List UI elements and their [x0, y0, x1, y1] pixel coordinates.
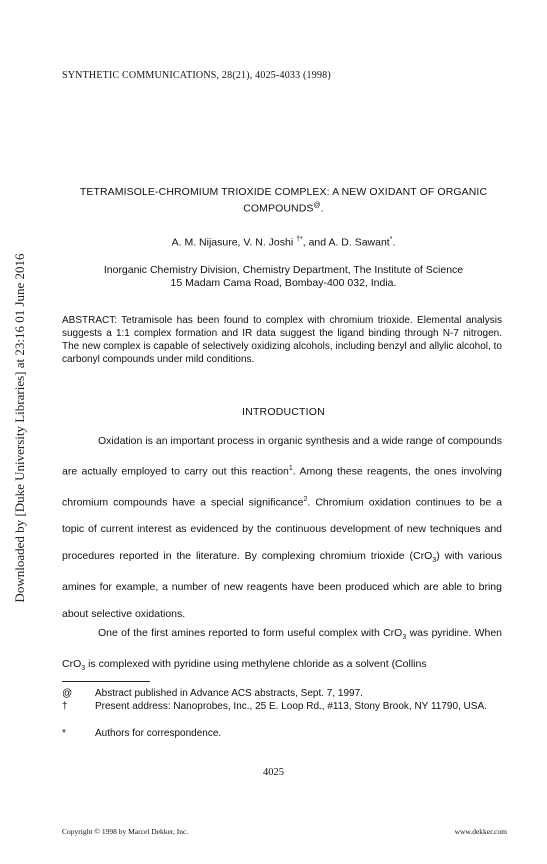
- affiliation-line-1: Inorganic Chemistry Division, Chemistry Department, The Institute of Science: [103, 264, 464, 276]
- author-mark-2: *: [389, 236, 393, 243]
- title-line-2: COMPOUNDS@.: [243, 202, 324, 215]
- author-mark-1: †*: [296, 236, 303, 243]
- footnote-2: [62, 701, 507, 713]
- reference-2: 2: [303, 495, 308, 503]
- affiliation-line-2: 15 Madam Cama Road, Bombay-400 032, India.: [170, 277, 397, 289]
- publisher-website[interactable]: www.dekker.com: [454, 827, 507, 836]
- article-title: [60, 186, 507, 216]
- journal-citation: SYNTHETIC COMMUNICATIONS, 28(21), 4025-4033 (1998): [62, 70, 331, 81]
- author-list: A. M. Nijasure, V. N. Joshi †*, and A. D. Sawant*.: [171, 236, 396, 249]
- section-heading: INTRODUCTION: [242, 406, 325, 418]
- download-watermark: Downloaded by [Duke University Libraries] at 23:16 01 June 2016: [12, 253, 27, 603]
- copyright-notice: Copyright © 1998 by Marcel Dekker, Inc.: [62, 827, 189, 836]
- footnote-text: Authors for correspondence.: [95, 728, 222, 739]
- affiliation: [60, 264, 507, 290]
- footnote-text: Abstract published in Advance ACS abstracts, Sept. 7, 1997.: [95, 688, 363, 699]
- body-paragraph-1: Oxidation is an important process in organic synthesis and a wide range of compounds are actually employed to carry out this reaction$^1$. Among these reagents, the ones involving chromium compounds have a special significance$^2$. Chromium oxidation continues to be a topic of current interest as evidenced by the continuous development of new techniques and procedures reported in the literature. By complexing chromium trioxide (CrO$_3$) with various amines for example, a number of new reagents have been produced which are able to bring about selective oxidations.: [62, 435, 502, 621]
- title-line-1: TETRAMISOLE-CHROMIUM TRIOXIDE COMPLEX: A NEW OXIDANT OF ORGANIC: [79, 186, 488, 198]
- footnote-text: Present address: Nanoprobes, Inc., 25 E. Loop Rd., #113, Stony Brook, NY 11790, USA.: [95, 701, 487, 712]
- footnote-symbol: *: [62, 728, 66, 739]
- abstract: ABSTRACT: Tetramisole has been found to complex with chromium trioxide. Elemental analysis suggests a 1:1 complex formation and IR data suggest the ligand binding through N-7 nitrogen. The new complex is capable of selectively oxidizing alcohols, including benzyl and allylic alcohol, to carbonyl compounds under mild conditions.: [62, 315, 502, 365]
- footnote-divider: [62, 681, 150, 682]
- footnote-3: [62, 728, 507, 740]
- body-paragraph-2: One of the first amines reported to form useful complex with CrO$_3$ was pyridine. When CrO$_3$ is complexed with pyridine using methylene chloride as a solvent (Collins: [62, 627, 503, 673]
- title-footnote-mark: @: [313, 202, 321, 209]
- reference-1: 1: [288, 465, 293, 472]
- footnote-symbol: †: [62, 701, 68, 712]
- footnote-1: [62, 688, 507, 700]
- footnote-symbol: @: [62, 688, 73, 699]
- page-number: 4025: [263, 767, 284, 778]
